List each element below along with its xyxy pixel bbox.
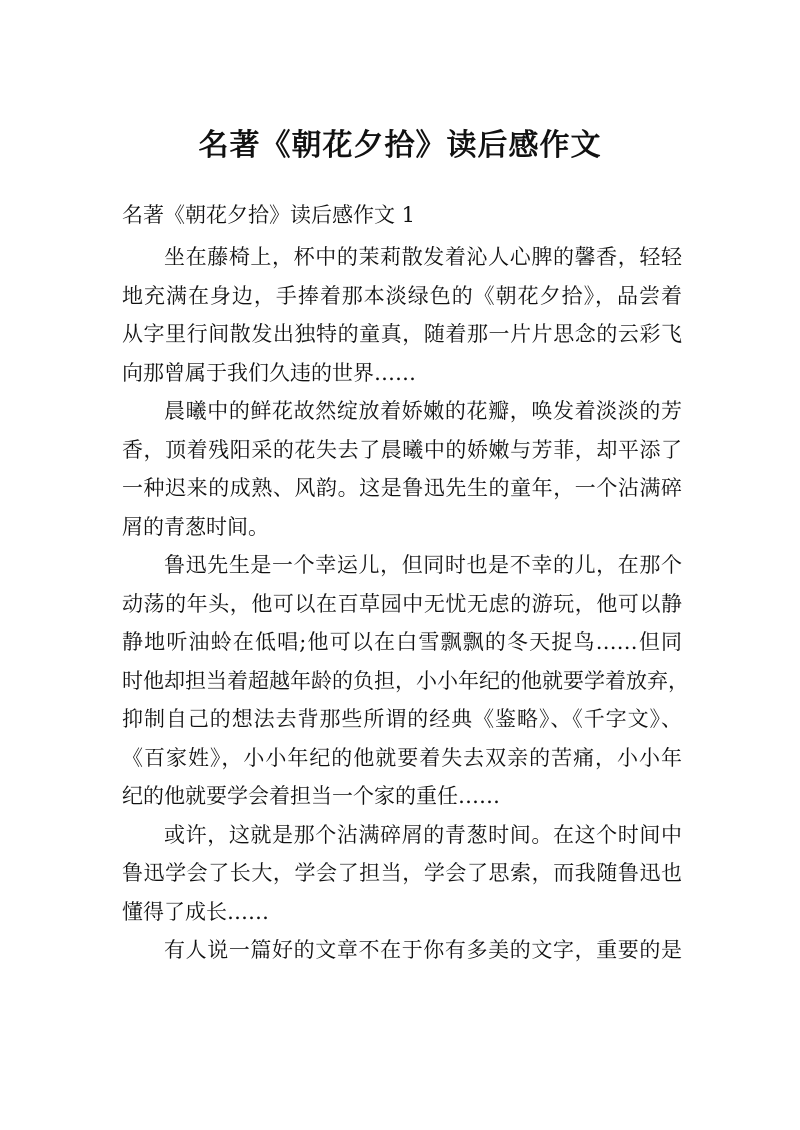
text-line: 有人说一篇好的文章不在于你有多美的文字，重要的是 — [164, 938, 682, 962]
text-line: 抑制自己的想法去背那些所谓的经典《鉴略》、《千字文》、 — [122, 707, 682, 731]
text-line: 坐在藤椅上，杯中的茉莉散发着沁人心脾的馨香，轻轻 — [164, 245, 682, 269]
text-line: 《百家姓》，小小年纪的他就要着失去双亲的苦痛，小小年 — [122, 745, 682, 770]
section-heading: 名著《朝花夕拾》读后感作文 1 — [122, 203, 416, 227]
text-line: 晨曦中的鲜花故然绽放着娇嫩的花瓣，唤发着淡淡的芳 — [164, 399, 682, 423]
text-line: 或许，这就是那个沾满碎屑的青葱时间。在这个时间中 — [164, 822, 682, 847]
paragraph-1 — [122, 238, 682, 392]
text-line: 懂得了成长…… — [122, 899, 269, 924]
text-line: 屑的青葱时间。 — [122, 514, 269, 539]
document-body — [122, 238, 689, 970]
paragraph-3 — [122, 546, 689, 816]
text-line: 从字里行间散发出独特的童真，随着那一片片思念的云彩飞 — [122, 322, 682, 346]
text-line: 时他却担当着超越年龄的负担，小小年纪的他就要学着放弃， — [122, 668, 689, 693]
text-line: 鲁迅先生是一个幸运儿，但同时也是不幸的儿，在那个 — [164, 553, 682, 577]
paragraph-4 — [122, 816, 682, 932]
text-line: 地充满在身边，手捧着那本淡绿色的《朝花夕拾》，品尝着 — [122, 283, 682, 308]
document-title: 名著《朝花夕拾》读后感作文 — [198, 128, 602, 163]
text-line: 纪的他就要学会着担当一个家的重任…… — [122, 784, 500, 808]
text-line: 香，顶着残阳采的花失去了晨曦中的娇嫩与芳菲，却平添了 — [122, 437, 682, 462]
text-line: 静地听油蛉在低唱;他可以在白雪飘飘的冬天捉鸟……但同 — [122, 630, 682, 654]
text-line: 动荡的年头，他可以在百草园中无忧无虑的游玩，他可以静 — [122, 591, 682, 616]
text-line: 鲁迅学会了长大，学会了担当，学会了思索，而我随鲁迅也 — [122, 861, 682, 885]
text-line: 一种迟来的成熟、风韵。这是鲁迅先生的童年，一个沾满碎 — [122, 476, 682, 500]
paragraph-5 — [122, 931, 682, 970]
paragraph-2 — [122, 392, 682, 546]
text-line: 向那曾属于我们久违的世界…… — [122, 360, 416, 385]
